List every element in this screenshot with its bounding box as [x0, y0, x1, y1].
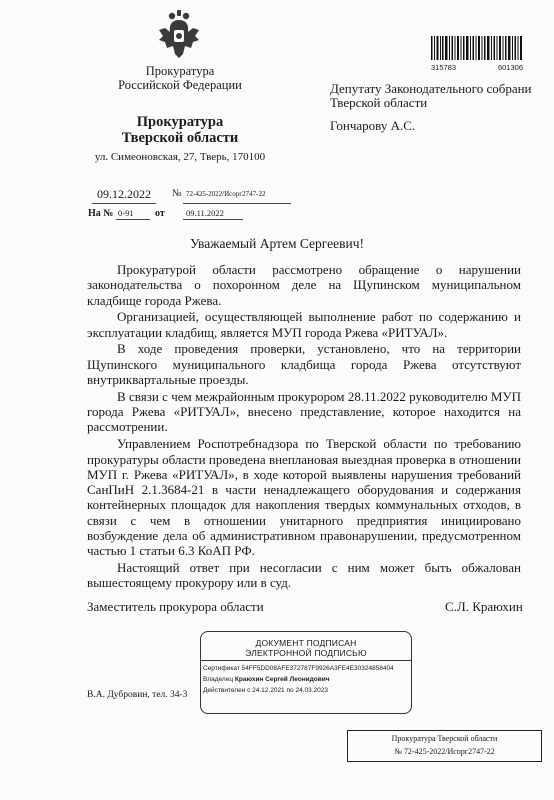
regional-org-name	[100, 114, 260, 146]
russian-coat-of-arms-icon	[157, 8, 201, 60]
outgoing-number: 72-425-2022/Исорг2747-22	[186, 190, 266, 198]
validity-row	[203, 687, 328, 694]
paragraph: Управлением Роспотребнадзора по Тверской области по требованию прокуратуры области проведена внеплановая выездная проверка в отношении МУП г. Ржева «РИТУАЛ», в ходе которой выявлены нарушения требований СанПиН 2.1.3684-21 в части ненадлежащего оборудования и содержания контейнерных площадок для накопления твердых коммунальных отходов, в связи с чем в отношении унитарного предприятия инициировано возбуждение дела об административном правонарушении, предусмотренном частью 1 статьи 6.3 КоАП РФ.	[87, 436, 521, 559]
barcode-number-right: 601306	[497, 63, 523, 72]
reply-date-underline	[183, 219, 243, 220]
certificate-row	[203, 665, 394, 672]
valid-from: 24.12.2021	[252, 687, 285, 694]
in-reply-date: 09.11.2022	[186, 208, 224, 218]
org-line2: Российской Федерации	[118, 78, 242, 92]
e-signature-title-line1: ДОКУМЕНТ ПОДПИСАН	[255, 638, 357, 648]
paragraph: Прокуратурой области рассмотрено обращение о нарушении законодательства о похоронном деле на Щупинском муниципальном кладбище города Ржева.	[87, 262, 521, 308]
paragraph: Организацией, осуществляющей выполнение работ по содержанию и эксплуатации кладбищ, является МУП города Ржева «РИТУАЛ».	[87, 309, 521, 340]
from-label: от	[155, 208, 165, 219]
certificate-value: 54FF5DD08AFE372787F9926A3FE4E30324858404	[241, 665, 394, 672]
letter-date: 09.12.2022	[97, 187, 151, 201]
valid-to-label: по	[286, 687, 294, 694]
paragraph: В ходе проведения проверки, установлено, что на территории Щупинского муниципального кладбища города Ржева отсутствуют внутриквартальные проезды.	[87, 341, 521, 388]
signer-name: С.Л. Краюхин	[445, 599, 523, 614]
valid-to: 24.03.2023	[295, 687, 328, 694]
recipient-line2: Тверской области	[330, 95, 428, 110]
e-signature-divider	[200, 660, 412, 661]
valid-from-label: Действителен с	[203, 687, 251, 694]
barcode	[431, 36, 523, 60]
date-underline	[92, 203, 156, 204]
owner-value: Краюхин Сергей Леонидович	[234, 676, 330, 683]
registration-stamp-number	[347, 747, 542, 756]
owner-row	[203, 676, 330, 683]
registration-stamp-org: Прокуратура Тверской области	[391, 734, 498, 743]
recipient-name: Гончарову А.С.	[330, 118, 416, 133]
in-reply-number: 0-91	[118, 208, 134, 218]
recipient-line1: Депутату Законодательного собрани	[330, 81, 532, 96]
number-sign: №	[172, 188, 182, 199]
registration-number: 72-425-2022/Исорг2747-22	[403, 747, 495, 756]
certificate-label: Сертификат	[203, 665, 240, 672]
barcode-numbers	[431, 63, 523, 72]
executor: В.А. Дубровин, тел. 34-3	[87, 690, 188, 700]
recipient-title	[330, 82, 545, 110]
regional-line2: Тверской области	[121, 130, 239, 146]
letter-body	[87, 262, 521, 592]
reply-number-underline	[116, 219, 150, 220]
greeting: Уважаемый Артем Сергеевич!	[189, 236, 365, 251]
barcode-number-left: 315783	[431, 63, 457, 72]
owner-label: Владелец	[203, 676, 234, 683]
e-signature-title-line2: ЭЛЕКТРОННОЙ ПОДПИСЬЮ	[245, 648, 367, 658]
paragraph: Настоящий ответ при несогласии с ним может быть обжалован вышестоящему прокурору или в суд.	[87, 560, 521, 591]
number-underline	[183, 203, 291, 204]
org-name	[100, 64, 260, 92]
org-line1: Прокуратура	[145, 64, 215, 78]
registration-number-sign: №	[394, 747, 402, 756]
regional-line1: Прокуратура	[136, 114, 224, 130]
paragraph: В связи с чем межрайонным прокурором 28.11.2022 руководителю МУП города Ржева «РИТУАЛ», внесено представление, которое находится на рассмотрении.	[87, 388, 521, 435]
signer-position: Заместитель прокурора области	[87, 599, 264, 614]
in-reply-label: На №	[88, 208, 114, 219]
org-address: ул. Симеоновская, 27, Тверь, 170100	[94, 151, 266, 163]
